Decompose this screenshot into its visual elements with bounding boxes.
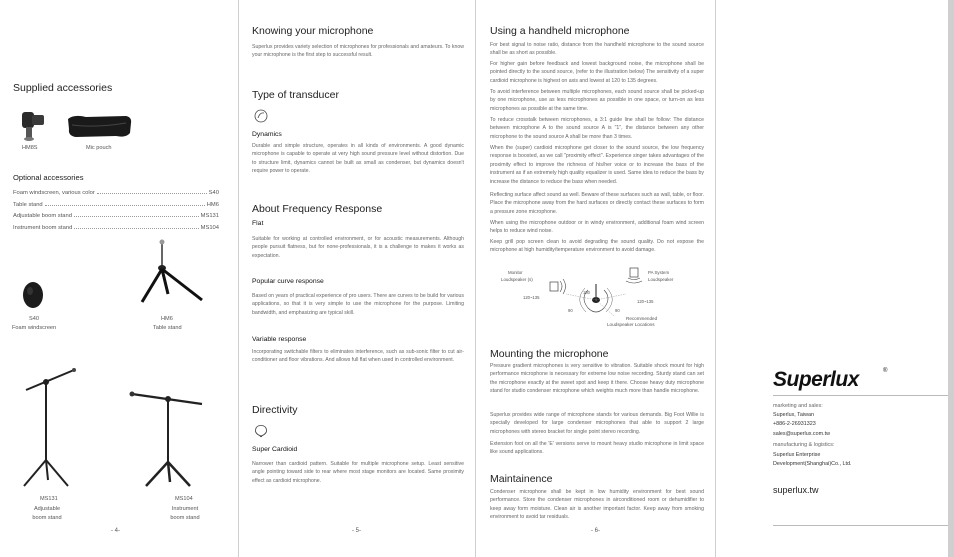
- recommended-label-1: Recommended: [626, 316, 658, 321]
- dynamics-text: Durable and simple structure, operates in all kinds of environments. A good dynamic microphone is capable to operate at very high sound pressure level without distortion. Due to structure limit, dynamics cannot be built as small as condenser, but dynamics doesn't require power to operate.: [252, 143, 464, 175]
- optional-item-code: MS131: [200, 213, 219, 219]
- loudspeaker-placement-diagram: [490, 264, 704, 336]
- hm8s-label: HM8S: [22, 145, 38, 151]
- super-cardioid-icon: [254, 424, 268, 438]
- page-number-6: - 6-: [591, 528, 600, 534]
- website-link[interactable]: superlux.tw: [773, 485, 819, 495]
- page-number-4: - 4-: [111, 528, 120, 534]
- pa-label-1: PA System: [648, 270, 670, 275]
- ms104-boom-stand-image: [128, 386, 208, 490]
- ms131-boom-stand-image: [18, 360, 80, 490]
- bottom-rule: [773, 525, 954, 526]
- popular-curve-text: Based on years of practical experience of pro users. There are curves to be build for various applications, so that it is very simple to use the microphone for the purpose. Limiting bandwidth, and emphasizing are typical skill.: [252, 293, 464, 316]
- optional-item-code: HM6: [206, 202, 219, 208]
- page-accessories: [0, 0, 238, 557]
- optional-item-name: Foam windscreen, various color: [13, 190, 95, 196]
- super-cardioid-text: Narrower than cardioid pattern. Suitable for multiple microphone setup. Least sensitive angle pointing toward side to rear where most stage monitors are located. Same proximity effect as cardioid microphone.: [252, 461, 464, 484]
- dynamic-transducer-icon: [254, 109, 268, 123]
- ms131-desc-2: boom stand: [32, 515, 62, 521]
- optional-item-name: Adjustable boom stand: [13, 213, 72, 219]
- ms104-desc-1: Instrument: [171, 506, 199, 512]
- edge-bar: [948, 0, 954, 557]
- transducer-title: Type of transducer: [252, 89, 339, 101]
- s40-windscreen-image: [22, 281, 44, 311]
- mounting-para-2: Superlux provides wide range of microphone stands for various demands. Big Foot Willie is specially developed for large condenser microphones that able to support 2 large microphones with stereo bracket for single point stereo recording.: [490, 412, 704, 435]
- variable-response-title: Variable response: [252, 336, 307, 343]
- marketing-label: marketing and sales:: [773, 403, 823, 409]
- page-knowing-microphone: [238, 0, 475, 557]
- flat-text: Suitable for working at controlled environment, or for acoustic measurements. Although people pursuit flatness, but for none-professionals, it is a challenge to makes it works as expectation.: [252, 236, 464, 259]
- degree-top-label: 180: [583, 290, 590, 295]
- pa-label-2: Loudspeaker: [648, 277, 674, 282]
- supplied-accessories-title: Supplied accessories: [13, 82, 113, 94]
- manufacturing-label: manufacturing & logistics:: [773, 442, 835, 448]
- flat-title: Flat: [252, 220, 264, 227]
- back-cover: [715, 0, 954, 557]
- s40-desc: Foam windscreen: [12, 325, 57, 331]
- registered-mark: ®: [883, 368, 888, 374]
- superlux-logo: Superlux: [773, 368, 859, 391]
- ms131-code: MS131: [40, 496, 58, 502]
- angle-right-label: 120~135: [637, 299, 654, 304]
- optional-item-name: Instrument boom stand: [13, 225, 73, 231]
- knowing-title: Knowing your microphone: [252, 25, 374, 37]
- popular-curve-title: Popular curve response: [252, 278, 324, 285]
- mounting-para-1: Pressure gradient microphones is very sensitive to vibration. Suitable shock mount for high performance microphone is necessary for extreme low noise recording. Sturdy stand can set the microphone exactly at the sweet spot and keep it there. Choose heavy duty microphone stand for studio condenser microphone which weights much more than handle microphone.: [490, 363, 704, 395]
- hm6-desc: Table stand: [153, 325, 182, 331]
- optional-accessories-title: Optional accessories: [13, 173, 84, 182]
- handheld-para-3: To avoid interference between multiple microphones, each sound source shall be picked-up by one microphone, use as less microphones as possible in one space, or turn-on as less microphones as possible at the same time.: [490, 89, 704, 112]
- knowing-text: Superlux provides variety selection of microphones for professionals and amateurs. To know your microphone is the first step to successful result.: [252, 44, 464, 59]
- monitor-label-2: Loudspeaker (s): [501, 277, 533, 282]
- logo-rule: [773, 395, 954, 396]
- mic-pouch-image: [66, 113, 134, 139]
- mounting-para-3: Extension foot on all the 'E' versions serve to mount heavy studio microphone in limit space like sound applications.: [490, 441, 704, 456]
- ms104-desc-2: boom stand: [170, 515, 200, 521]
- ms131-desc-1: Adjustable: [33, 506, 61, 512]
- degree-left-label: 90: [568, 308, 573, 313]
- handheld-para-1: For best signal to noise ratio, distance from the handheld microphone to the sound source shall be as short as possible.: [490, 42, 704, 57]
- page-number-5: - 5-: [352, 528, 361, 534]
- optional-item-s40: [13, 190, 219, 196]
- dynamics-title: Dynamics: [252, 131, 282, 138]
- handheld-para-5: When the (super) cardioid microphone get closer to the sound source, the low frequency response is boosted, as we call "proximity effect". Experience singer takes advantages of the proximity effect to improve the richness of his/her voice or to increase the bass of the instrument as if an extremely high quality equalizer is used. Same idea to reduce the bass by increase the distance to reduce the bass when needed.: [490, 145, 704, 185]
- directivity-title: Directivity: [252, 404, 298, 416]
- handheld-para-2: For higher gain before feedback and lowest background noise, the microphone shall be pointed directly to the sound source, (refer to the illustration below) The sensitivity of a super cardioid microphone is highest on axis and lowest at 120 to 135 degrees.: [490, 61, 704, 84]
- degree-right-label: 90: [615, 308, 620, 313]
- mic-pouch-label: Mic pouch: [86, 145, 112, 151]
- optional-item-hm6: [13, 202, 219, 208]
- optional-item-ms131: [13, 213, 219, 219]
- optional-item-ms104: [13, 225, 219, 231]
- sales-email: sales@superlux.com.tw: [773, 431, 831, 437]
- handheld-title: Using a handheld microphone: [490, 25, 630, 37]
- optional-item-code: MS104: [200, 225, 219, 231]
- hm6-code: HM6: [161, 316, 173, 322]
- page-using-microphone: [475, 0, 715, 557]
- super-cardioid-title: Super Cardioid: [252, 446, 298, 453]
- angle-left-label: 120~135: [523, 295, 540, 300]
- recommended-label-2: Loudspeaker Locations: [607, 322, 655, 327]
- hm6-table-stand-image: [138, 238, 208, 308]
- taiwan-company: Superlux, Taiwan: [773, 412, 814, 418]
- ms104-code: MS104: [175, 496, 193, 502]
- frequency-response-title: About Frequency Response: [252, 203, 383, 215]
- variable-response-text: Incorporating switchable filters to eliminates interference, such as sub-sonic filter to cut air-conditioner and floor vibrations. And allows full flat when used in controlled environment.: [252, 349, 464, 364]
- enterprise-line-1: Superlux Enterprise: [773, 452, 821, 458]
- hm8s-clip-image: [18, 108, 48, 142]
- handheld-para-8: Keep grill pop screen clean to avoid degrading the sound quality. Do not expose the microphone at high humidity/temperature environment to avoid damage.: [490, 239, 704, 254]
- maintenance-title: Maintainence: [490, 473, 553, 485]
- s40-code: S40: [29, 316, 39, 322]
- monitor-label-1: Monitor: [508, 270, 523, 275]
- mounting-title: Mounting the microphone: [490, 348, 609, 360]
- enterprise-line-2: Development(Shanghai)Co., Ltd.: [773, 461, 852, 467]
- optional-item-name: Table stand: [13, 202, 43, 208]
- optional-item-code: S40: [208, 190, 219, 196]
- handheld-para-7: When using the microphone outdoor or in windy environment, additional foam wind screen helps to reduce wind noise.: [490, 220, 704, 235]
- maintenance-text: Condenser microphone shall be kept in low humidity environment for best sound performance. Store the condenser microphones in airconditioned room or dehumidifier to keep away form moisture. Clean air is another important factor. Keep away from smoking environment to avoid tar residuals.: [490, 489, 704, 521]
- handheld-para-4: To reduce crosstalk between microphones, a 3:1 guide line shall be follow: The distance between microphone A to the sound source A is "1", the distance between any other microphone to the sound source A shall be more than 3 times.: [490, 117, 704, 140]
- handheld-para-6: Reflecting surface affect sound as well. Beware of these surfaces such as wall, table, or floor. Place the microphone away from the hard surfaces or directly contact these surfaces to form a pressure zone microphone.: [490, 192, 704, 215]
- phone-number: +886-2-26931323: [773, 421, 816, 427]
